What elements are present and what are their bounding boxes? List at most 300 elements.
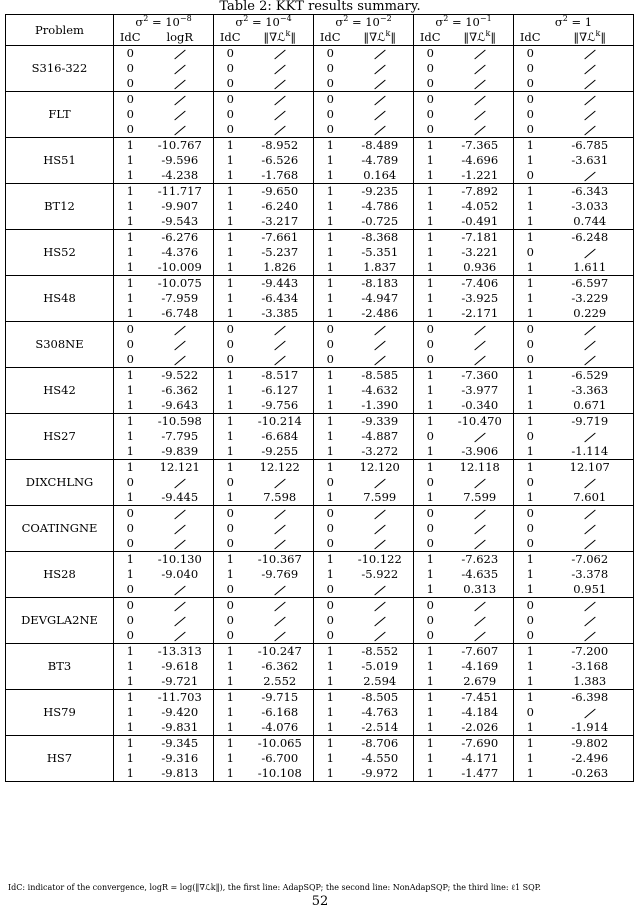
value-cell: -3.221 [447,245,514,260]
idc-cell: 1 [226,168,234,182]
value-cell: 7.601 [547,490,634,506]
slash-mark [374,616,385,626]
value-cell: -4.696 [447,153,514,168]
idc-cell: 0 [326,61,334,75]
idc-cell: 1 [426,168,434,182]
value-cell: -1.390 [347,398,414,414]
idc-cell: 1 [326,567,334,581]
slash-mark [374,95,385,105]
sigma-header: $\sigma^2 = 10^{-1}$ [414,15,514,31]
slash-mark [274,49,285,59]
not-available-cell [147,521,214,536]
value-cell: -3.906 [447,444,514,460]
value-cell: -9.596 [147,153,214,168]
idc-cell: 1 [226,383,234,397]
idc-cell: 0 [114,46,147,62]
grad-norm-header: ‖∇ℒ$^k$‖ [547,30,634,46]
idc-cell: 1 [526,582,534,596]
problem-name: HS42 [6,368,114,414]
slash-mark [584,248,595,258]
slash-mark [474,601,485,611]
value-cell: -4.052 [447,199,514,214]
value-cell: -9.907 [147,199,214,214]
value-cell: -4.076 [247,720,314,736]
idc-cell: 1 [114,690,147,706]
idc-cell: 1 [126,398,134,412]
idc-cell: 0 [314,506,347,522]
value-cell: -7.892 [447,184,514,200]
idc-cell: 1 [214,414,247,430]
value-cell: -9.345 [147,736,214,752]
problem-name: BT3 [6,644,114,690]
idc-cell: 0 [414,506,447,522]
value-cell: -6.529 [547,368,634,384]
idc-cell: 0 [426,521,434,535]
idc-header: IdC [514,30,547,46]
value-cell: -9.420 [147,705,214,720]
grad-norm-header: ‖∇ℒ$^k$‖ [347,30,414,46]
idc-cell: 1 [214,184,247,200]
not-available-cell [547,245,634,260]
idc-cell: 1 [426,582,434,596]
slash-mark [274,64,285,74]
idc-cell: 1 [126,429,134,443]
idc-cell: 0 [414,322,447,338]
idc-header: IdC [114,30,147,46]
idc-cell: 1 [314,736,347,752]
value-cell: -4.169 [447,659,514,674]
idc-cell: 1 [414,230,447,246]
idc-cell: 1 [426,567,434,581]
value-cell: -6.168 [247,705,314,720]
not-available-cell [547,122,634,138]
slash-mark [474,631,485,641]
slash-mark [584,49,595,59]
value-cell: -4.763 [347,705,414,720]
idc-cell: 1 [326,153,334,167]
value-cell: -5.351 [347,245,414,260]
idc-cell: 0 [214,506,247,522]
value-cell: -4.789 [347,153,414,168]
slash-mark [474,64,485,74]
value-cell: -6.362 [147,383,214,398]
value-cell: -9.316 [147,751,214,766]
slash-mark [584,325,595,335]
value-cell: -6.748 [147,306,214,322]
value-cell: -7.690 [447,736,514,752]
slash-mark [584,64,595,74]
sigma-header: $\sigma^2 = 10^{-4}$ [214,15,314,31]
idc-cell: 1 [314,766,347,782]
value-cell: -7.661 [247,230,314,246]
value-cell: -6.398 [547,690,634,706]
idc-cell: 1 [114,736,147,752]
not-available-cell [247,337,314,352]
idc-cell: 1 [526,291,534,305]
value-cell: -3.272 [347,444,414,460]
idc-cell: 1 [514,276,547,292]
slash-mark [274,79,285,89]
value-cell: -0.263 [547,766,634,782]
idc-cell: 1 [414,644,447,660]
value-cell: -9.235 [347,184,414,200]
idc-cell: 1 [226,720,234,734]
value-cell: -3.378 [547,567,634,582]
value-cell: -8.585 [347,368,414,384]
idc-cell: 1 [214,460,247,476]
idc-cell: 1 [226,306,234,320]
not-available-cell [547,352,634,368]
value-cell: -6.597 [547,276,634,292]
idc-cell: 1 [114,552,147,568]
not-available-cell [447,475,514,490]
value-cell: -9.643 [147,398,214,414]
idc-cell: 0 [326,352,334,366]
idc-cell: 1 [226,245,234,259]
idc-cell: 1 [214,766,247,782]
idc-cell: 1 [226,199,234,213]
slash-mark [174,539,185,549]
idc-cell: 0 [326,521,334,535]
slash-mark [474,95,485,105]
not-available-cell [447,107,514,122]
slash-mark [474,125,485,135]
idc-cell: 1 [226,659,234,673]
idc-cell: 1 [414,368,447,384]
not-available-cell [547,521,634,536]
idc-cell: 0 [226,475,234,489]
idc-cell: 1 [526,260,534,274]
not-available-cell [147,61,214,76]
value-cell: -10.122 [347,552,414,568]
value-cell: -8.183 [347,276,414,292]
idc-cell: 1 [326,291,334,305]
value-cell: -4.947 [347,291,414,306]
slash-mark [584,355,595,365]
idc-cell: 1 [526,720,534,734]
idc-cell: 1 [114,766,147,782]
slash-mark [374,509,385,519]
idc-cell: 1 [526,153,534,167]
idc-cell: 1 [326,490,334,504]
idc-cell: 0 [326,107,334,121]
not-available-cell [447,521,514,536]
idc-header: IdC [414,30,447,46]
not-available-cell [447,352,514,368]
idc-cell: 1 [514,414,547,430]
idc-cell: 1 [426,490,434,504]
slash-mark [474,539,485,549]
value-cell: -9.339 [347,414,414,430]
value-cell: -10.598 [147,414,214,430]
idc-cell: 0 [226,337,234,351]
idc-cell: 1 [526,444,534,458]
idc-cell: 1 [526,659,534,673]
not-available-cell [447,598,514,614]
slash-mark [274,110,285,120]
not-available-cell [247,61,314,76]
value-cell: -9.443 [247,276,314,292]
not-available-cell [247,536,314,552]
slash-mark [474,355,485,365]
slash-mark [374,64,385,74]
idc-cell: 0 [114,506,147,522]
value-cell: -5.922 [347,567,414,582]
slash-mark [274,125,285,135]
idc-cell: 0 [214,46,247,62]
value-cell: -4.887 [347,429,414,444]
not-available-cell [247,598,314,614]
value-cell: 0.744 [547,214,634,230]
not-available-cell [247,475,314,490]
idc-cell: 1 [126,291,134,305]
value-cell: -10.470 [447,414,514,430]
slash-mark [474,509,485,519]
value-cell: -7.451 [447,690,514,706]
problem-header: Problem [6,15,114,46]
value-cell: -2.486 [347,306,414,322]
not-available-cell [147,506,214,522]
slash-mark [584,601,595,611]
idc-cell: 1 [314,368,347,384]
table-row [6,552,634,568]
table-row [6,276,634,292]
problem-name: S316-322 [6,46,114,92]
idc-cell: 0 [326,613,334,627]
idc-cell: 0 [526,122,534,136]
value-cell: -11.703 [147,690,214,706]
table-row [6,736,634,752]
idc-cell: 0 [426,122,434,136]
kkt-results-table [5,14,634,782]
idc-cell: 0 [226,122,234,136]
slash-mark [374,110,385,120]
idc-cell: 0 [226,521,234,535]
not-available-cell [447,76,514,92]
slash-mark [474,616,485,626]
idc-cell: 0 [126,628,134,642]
idc-cell: 1 [114,460,147,476]
idc-cell: 1 [114,414,147,430]
idc-cell: 0 [126,521,134,535]
slash-mark [584,539,595,549]
problem-name: HS48 [6,276,114,322]
not-available-cell [147,107,214,122]
value-cell: -3.925 [447,291,514,306]
not-available-cell [447,61,514,76]
idc-cell: 1 [526,674,534,688]
problem-name: HS79 [6,690,114,736]
value-cell: -6.127 [247,383,314,398]
not-available-cell [347,61,414,76]
not-available-cell [447,122,514,138]
value-cell: -2.514 [347,720,414,736]
value-cell: -1.114 [547,444,634,460]
value-cell: -2.496 [547,751,634,766]
slash-mark [174,125,185,135]
value-cell: -10.214 [247,414,314,430]
idc-cell: 0 [226,107,234,121]
idc-cell: 1 [214,736,247,752]
not-available-cell [247,107,314,122]
not-available-cell [247,506,314,522]
value-cell: -4.238 [147,168,214,184]
idc-cell: 0 [526,521,534,535]
not-available-cell [247,46,314,62]
idc-cell: 0 [526,337,534,351]
value-cell: 1.383 [547,674,634,690]
slash-mark [474,478,485,488]
idc-cell: 1 [514,138,547,154]
idc-cell: 1 [426,674,434,688]
idc-cell: 1 [226,705,234,719]
slash-mark [374,125,385,135]
not-available-cell [347,613,414,628]
idc-cell: 1 [526,199,534,213]
problem-name: HS27 [6,414,114,460]
value-cell: -6.362 [247,659,314,674]
idc-cell: 0 [126,76,134,90]
idc-cell: 1 [426,260,434,274]
slash-mark [374,478,385,488]
slash-mark [274,340,285,350]
value-cell: -6.684 [247,429,314,444]
not-available-cell [347,122,414,138]
idc-cell: 0 [526,61,534,75]
grad-norm-header: ‖∇ℒ$^k$‖ [447,30,514,46]
idc-cell: 0 [214,92,247,108]
value-cell: -1.914 [547,720,634,736]
slash-mark [174,95,185,105]
value-cell: -4.786 [347,199,414,214]
value-cell: -4.376 [147,245,214,260]
idc-cell: 0 [214,322,247,338]
idc-cell: 0 [326,76,334,90]
idc-cell: 1 [326,429,334,443]
idc-cell: 0 [514,598,547,614]
idc-cell: 1 [214,552,247,568]
not-available-cell [347,92,414,108]
table-row [6,414,634,430]
slash-mark [584,708,595,718]
value-cell: 7.599 [347,490,414,506]
value-cell: -6.526 [247,153,314,168]
idc-cell: 1 [326,199,334,213]
value-cell: 0.164 [347,168,414,184]
idc-cell: 0 [226,76,234,90]
value-cell: -3.631 [547,153,634,168]
idc-cell: 0 [126,122,134,136]
not-available-cell [547,46,634,62]
idc-cell: 0 [326,536,334,550]
idc-cell: 0 [426,429,434,443]
not-available-cell [247,322,314,338]
value-cell: -8.517 [247,368,314,384]
value-cell: -6.700 [247,751,314,766]
value-cell: -11.717 [147,184,214,200]
value-cell: -9.719 [547,414,634,430]
value-cell: -7.200 [547,644,634,660]
slash-mark [474,110,485,120]
table-row [6,322,634,338]
value-cell: -7.365 [447,138,514,154]
idc-cell: 1 [414,276,447,292]
not-available-cell [147,536,214,552]
idc-cell: 0 [426,337,434,351]
idc-cell: 0 [526,705,534,719]
not-available-cell [347,107,414,122]
idc-cell: 0 [526,429,534,443]
not-available-cell [147,46,214,62]
not-available-cell [147,122,214,138]
slash-mark [274,95,285,105]
sigma-header: $\sigma^2 = 10^{-8}$ [114,15,214,31]
table-row [6,368,634,384]
idc-cell: 1 [314,184,347,200]
slash-mark [174,64,185,74]
not-available-cell [547,613,634,628]
idc-cell: 0 [426,475,434,489]
value-cell: 1.837 [347,260,414,276]
idc-cell: 0 [514,506,547,522]
problem-name: S308NE [6,322,114,368]
idc-cell: 0 [226,582,234,596]
not-available-cell [147,475,214,490]
value-cell: 0.671 [547,398,634,414]
idc-cell: 0 [226,61,234,75]
value-cell: -1.477 [447,766,514,782]
logr-header: logR [147,30,214,46]
slash-mark [274,478,285,488]
idc-cell: 1 [514,690,547,706]
idc-cell: 0 [526,245,534,259]
idc-cell: 1 [326,674,334,688]
idc-cell: 0 [514,322,547,338]
not-available-cell [547,92,634,108]
value-cell: -9.721 [147,674,214,690]
slash-mark [374,49,385,59]
idc-cell: 0 [314,92,347,108]
value-cell: -9.972 [347,766,414,782]
not-available-cell [347,76,414,92]
idc-cell: 0 [114,92,147,108]
value-cell: -4.171 [447,751,514,766]
not-available-cell [547,61,634,76]
idc-cell: 0 [526,536,534,550]
not-available-cell [547,506,634,522]
slash-mark [174,601,185,611]
value-cell: -9.445 [147,490,214,506]
table-row [6,598,634,614]
table-row [6,506,634,522]
idc-cell: 0 [426,61,434,75]
not-available-cell [347,598,414,614]
idc-cell: 1 [126,260,134,274]
idc-cell: 1 [214,138,247,154]
sigma-header: $\sigma^2 = 1$ [514,15,634,31]
problem-name: FLT [6,92,114,138]
idc-cell: 0 [114,598,147,614]
slash-mark [374,524,385,534]
idc-cell: 1 [114,138,147,154]
slash-mark [174,524,185,534]
slash-mark [174,79,185,89]
slash-mark [374,601,385,611]
not-available-cell [347,475,414,490]
value-cell: -3.977 [447,383,514,398]
idc-cell: 1 [414,552,447,568]
idc-cell: 0 [426,352,434,366]
